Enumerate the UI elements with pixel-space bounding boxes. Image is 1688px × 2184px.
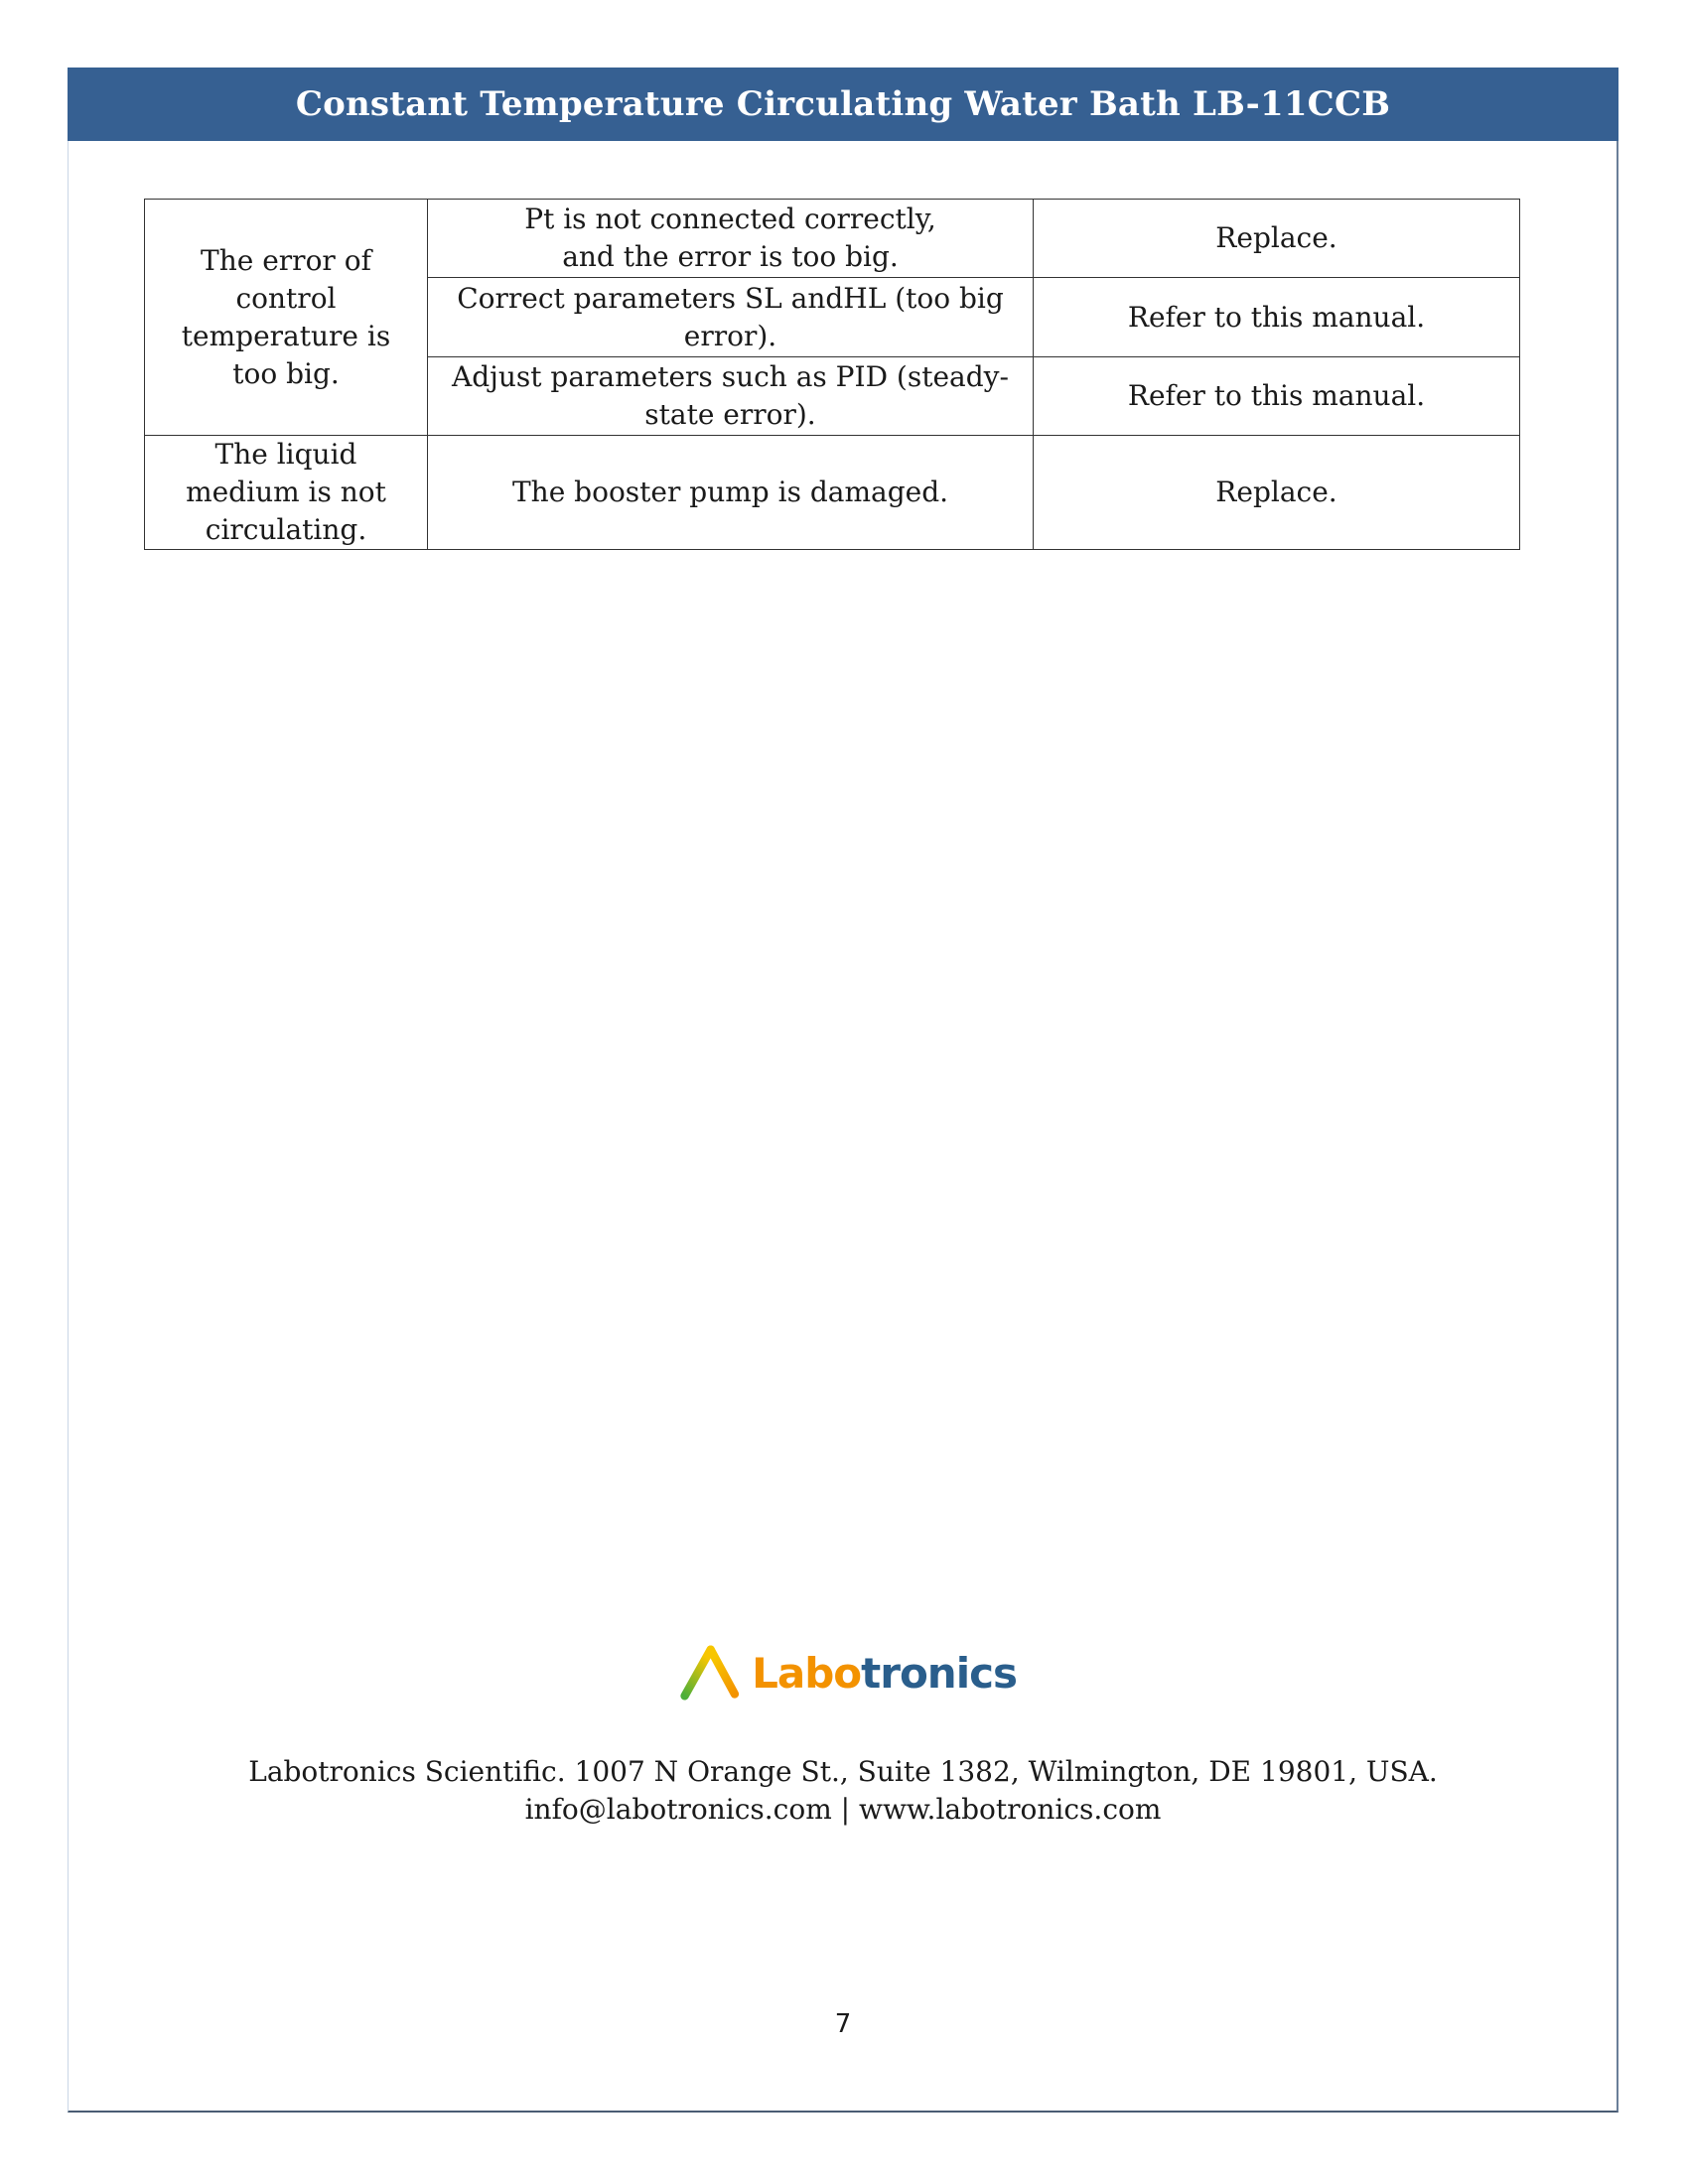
action-text: Replace. (1215, 221, 1337, 254)
company-logo (679, 1638, 1017, 1707)
header-title: Constant Temperature Circulating Water Bath LB-11CCB (295, 84, 1391, 124)
footer-address: Labotronics Scientific. 1007 N Orange St., Suite 1382, Wilmington, DE 19801, USA. (248, 1755, 1438, 1788)
table-row (145, 436, 1520, 550)
table-row (145, 200, 1520, 278)
action-cell (1034, 357, 1520, 436)
troubleshooting-table (144, 199, 1520, 550)
logo-wordmark (752, 1649, 1017, 1698)
symptom-cell (145, 436, 428, 550)
symptom-text: The error of control temperature is too big. (181, 243, 391, 390)
action-text: Replace. (1215, 476, 1337, 508)
action-text: Refer to this manual. (1127, 379, 1426, 412)
cause-cell (428, 278, 1034, 357)
cause-text-line: state error). (644, 398, 816, 431)
action-cell (1034, 436, 1520, 550)
cause-text-line: Adjust parameters such as PID (steady- (452, 360, 1009, 393)
cause-text-line: and the error is too big. (562, 240, 899, 273)
cause-cell (428, 200, 1034, 278)
symptom-cell (145, 200, 428, 436)
page-number: 7 (834, 2009, 852, 2039)
cause-text-line: error). (683, 319, 777, 352)
page-header (68, 68, 1618, 141)
cause-cell (428, 436, 1034, 550)
footer-contact: info@labotronics.com | www.labotronics.com (524, 1793, 1162, 1826)
footer (68, 1753, 1618, 1829)
triangle-logo-icon (679, 1640, 746, 1706)
cause-text-line: Pt is not connected correctly, (524, 203, 936, 235)
cause-cell (428, 357, 1034, 436)
action-cell (1034, 278, 1520, 357)
action-text: Refer to this manual. (1127, 300, 1426, 334)
logo-wordmark-part2: tronics (861, 1648, 1017, 1698)
action-cell (1034, 200, 1520, 278)
symptom-text: The liquid medium is not circulating. (186, 438, 386, 546)
logo-wordmark-part1: Labo (752, 1648, 862, 1698)
cause-text: The booster pump is damaged. (511, 476, 949, 508)
cause-text-line: Correct parameters SL andHL (too big (457, 281, 1004, 315)
